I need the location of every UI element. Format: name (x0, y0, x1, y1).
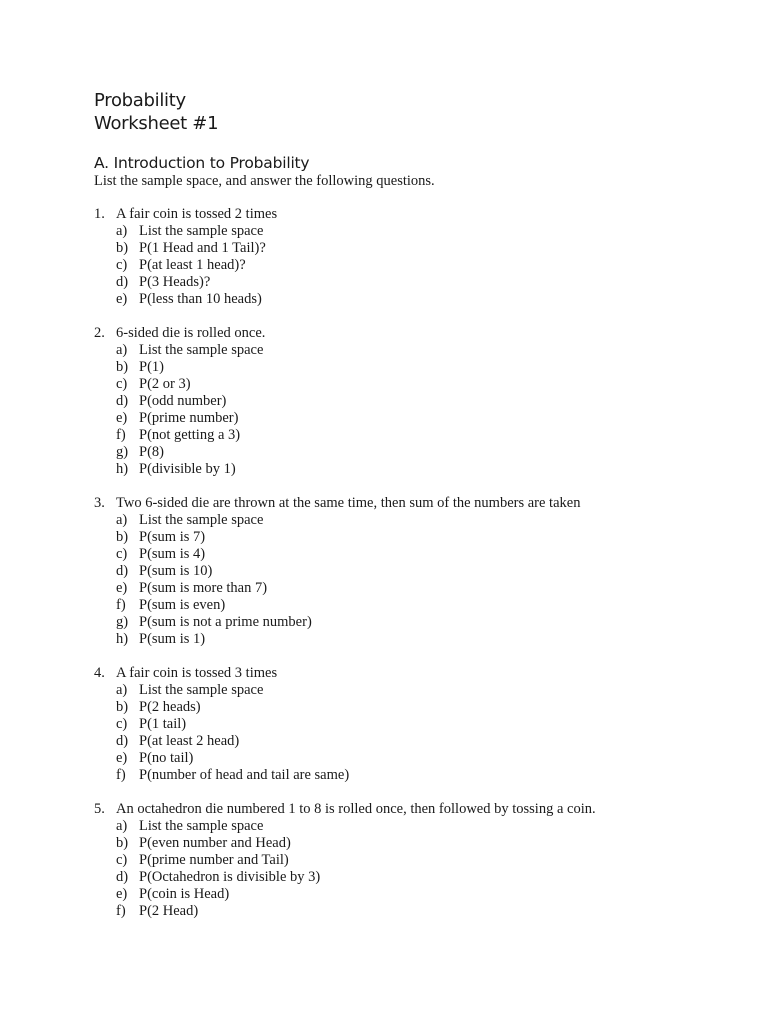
question-part (116, 342, 734, 359)
question-part (116, 410, 734, 427)
part-text: P(odd number) (139, 393, 227, 409)
question-part (116, 393, 734, 410)
part-letter: f) (116, 767, 126, 783)
part-text: P(sum is 1) (139, 631, 206, 647)
question-1 (94, 206, 734, 308)
part-letter: h) (116, 631, 129, 647)
question-number: 4. (94, 665, 105, 681)
question-part (116, 580, 734, 597)
part-letter: f) (116, 597, 126, 613)
part-text: P(sum is 4) (139, 546, 206, 562)
part-letter: g) (116, 614, 129, 630)
part-letter: a) (116, 682, 128, 698)
part-letter: a) (116, 223, 128, 239)
part-letter: e) (116, 886, 128, 902)
question-part (116, 461, 734, 478)
part-letter: c) (116, 376, 128, 392)
question-part (116, 563, 734, 580)
question-part (116, 512, 734, 529)
part-letter: b) (116, 529, 129, 545)
section-heading: A. Introduction to Probability (94, 154, 310, 172)
part-text: P(at least 2 head) (139, 733, 240, 749)
part-letter: b) (116, 359, 129, 375)
question-line (94, 495, 734, 512)
part-letter: d) (116, 733, 129, 749)
part-letter: b) (116, 240, 129, 256)
part-letter: d) (116, 393, 129, 409)
question-part (116, 886, 734, 903)
part-text: P(prime number and Tail) (139, 852, 289, 868)
part-letter: d) (116, 869, 129, 885)
part-letter: f) (116, 903, 126, 919)
part-text: P(1) (139, 359, 164, 375)
part-text: P(2 heads) (139, 699, 201, 715)
part-text: List the sample space (139, 512, 264, 528)
question-part (116, 614, 734, 631)
question-part (116, 818, 734, 835)
part-text: P(even number and Head) (139, 835, 291, 851)
part-text: P(at least 1 head)? (139, 257, 246, 273)
part-letter: e) (116, 750, 128, 766)
question-parts (94, 223, 734, 308)
question-line (94, 206, 734, 223)
question-parts (94, 818, 734, 920)
part-letter: h) (116, 461, 129, 477)
question-part (116, 716, 734, 733)
part-text: P(2 or 3) (139, 376, 191, 392)
part-text: List the sample space (139, 682, 264, 698)
part-text: P(coin is Head) (139, 886, 230, 902)
part-text: P(number of head and tail are same) (139, 767, 350, 783)
part-text: P(2 Head) (139, 903, 199, 919)
question-5 (94, 801, 734, 920)
question-part (116, 546, 734, 563)
question-part (116, 376, 734, 393)
question-part (116, 240, 734, 257)
part-text: P(Octahedron is divisible by 3) (139, 869, 321, 885)
part-text: P(sum is not a prime number) (139, 614, 312, 630)
question-parts (94, 342, 734, 478)
question-part (116, 257, 734, 274)
part-letter: c) (116, 546, 128, 562)
question-4 (94, 665, 734, 784)
question-part (116, 427, 734, 444)
question-part (116, 682, 734, 699)
question-text: 6-sided die is rolled once. (116, 325, 266, 341)
question-line (94, 325, 734, 342)
part-letter: e) (116, 580, 128, 596)
part-letter: e) (116, 291, 128, 307)
question-text: A fair coin is tossed 2 times (116, 206, 278, 222)
part-text: P(prime number) (139, 410, 239, 426)
part-letter: a) (116, 512, 128, 528)
part-letter: a) (116, 342, 128, 358)
question-number: 2. (94, 325, 105, 341)
title-line-2: Worksheet #1 (94, 113, 219, 134)
question-2 (94, 325, 734, 478)
question-parts (94, 682, 734, 784)
part-text: P(not getting a 3) (139, 427, 241, 443)
question-part (116, 597, 734, 614)
section-introduction (94, 153, 734, 937)
part-letter: c) (116, 257, 128, 273)
part-letter: b) (116, 699, 129, 715)
question-part (116, 223, 734, 240)
question-part (116, 767, 734, 784)
question-part (116, 529, 734, 546)
question-text: Two 6-sided die are thrown at the same time, then sum of the numbers are taken (116, 495, 581, 511)
question-number: 5. (94, 801, 105, 817)
part-text: List the sample space (139, 818, 264, 834)
part-text: P(sum is 7) (139, 529, 206, 545)
question-part (116, 733, 734, 750)
question-number: 1. (94, 206, 105, 222)
title-line-1: Probability (94, 90, 186, 111)
part-letter: b) (116, 835, 129, 851)
question-line (94, 801, 734, 818)
question-part (116, 750, 734, 767)
part-letter: e) (116, 410, 128, 426)
part-letter: d) (116, 274, 129, 290)
part-text: P(sum is more than 7) (139, 580, 268, 596)
question-parts (94, 512, 734, 648)
section-instructions: List the sample space, and answer the following questions. (94, 173, 435, 189)
question-number: 3. (94, 495, 105, 511)
part-text: P(sum is 10) (139, 563, 213, 579)
part-letter: c) (116, 852, 128, 868)
part-letter: a) (116, 818, 128, 834)
part-text: List the sample space (139, 223, 264, 239)
question-part (116, 274, 734, 291)
part-text: P(8) (139, 444, 164, 460)
question-text: A fair coin is tossed 3 times (116, 665, 278, 681)
question-part (116, 835, 734, 852)
question-part (116, 291, 734, 308)
part-letter: g) (116, 444, 129, 460)
part-letter: c) (116, 716, 128, 732)
part-text: P(sum is even) (139, 597, 226, 613)
part-text: P(1 tail) (139, 716, 187, 732)
question-list (94, 206, 734, 920)
part-text: P(less than 10 heads) (139, 291, 262, 307)
question-part (116, 359, 734, 376)
question-part (116, 699, 734, 716)
question-part (116, 852, 734, 869)
question-line (94, 665, 734, 682)
part-text: P(no tail) (139, 750, 194, 766)
question-part (116, 903, 734, 920)
part-letter: f) (116, 427, 126, 443)
part-text: P(3 Heads)? (139, 274, 211, 290)
question-part (116, 444, 734, 461)
question-part (116, 631, 734, 648)
part-text: P(1 Head and 1 Tail)? (139, 240, 266, 256)
question-3 (94, 495, 734, 648)
part-text: List the sample space (139, 342, 264, 358)
part-text: P(divisible by 1) (139, 461, 236, 477)
question-text: An octahedron die numbered 1 to 8 is rolled once, then followed by tossing a coin. (116, 801, 596, 817)
worksheet-title (94, 89, 218, 135)
part-letter: d) (116, 563, 129, 579)
question-part (116, 869, 734, 886)
